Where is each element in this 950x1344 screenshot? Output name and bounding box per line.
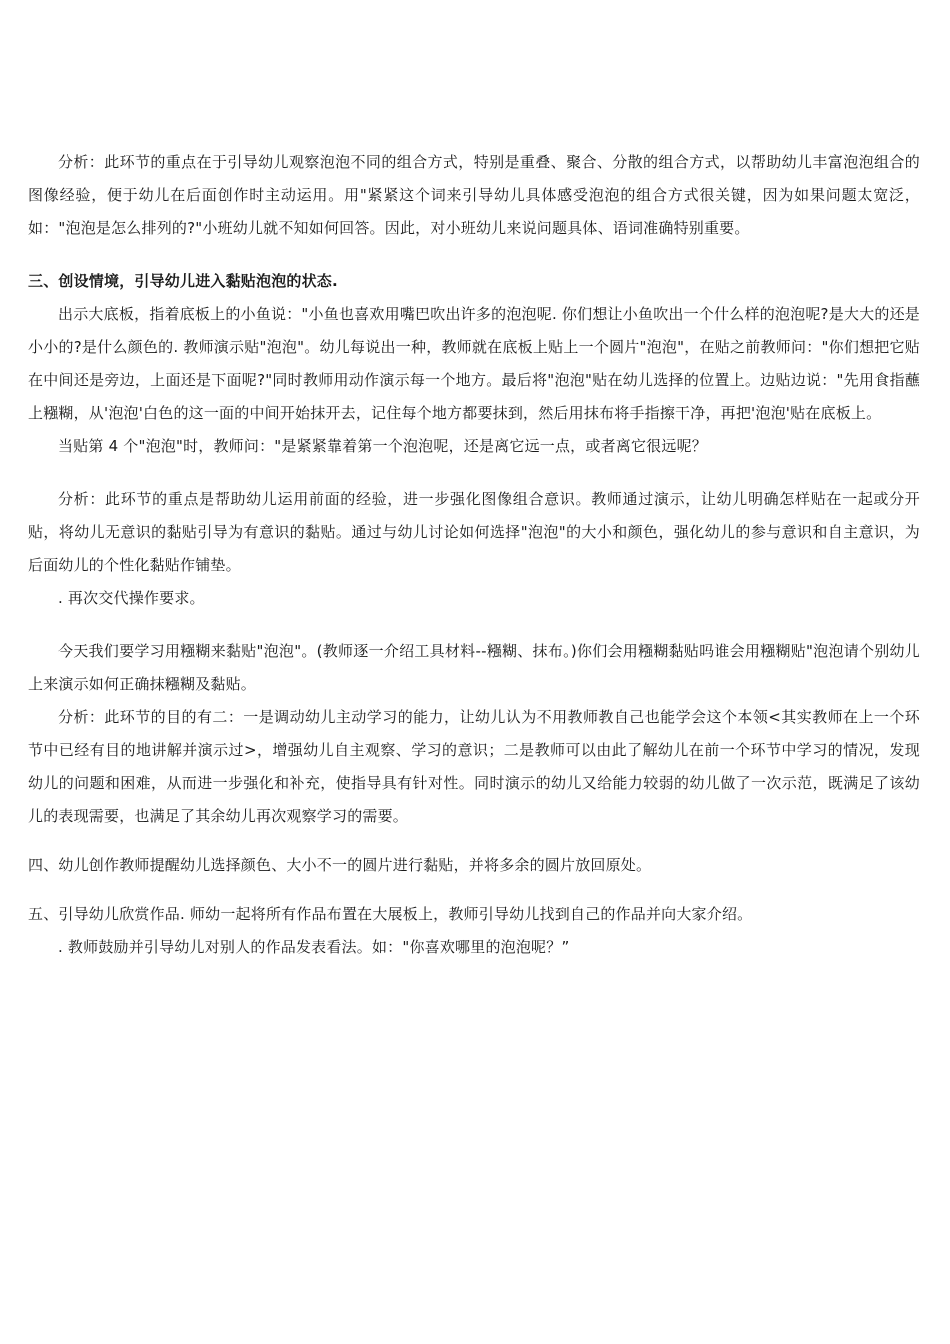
analysis-paragraph-2: 分析：此环节的重点是帮助幼儿运用前面的经验，进一步强化图像组合意识。教师通过演示，让幼儿明确怎样贴在一起或分开贴，将幼儿无意识的黏贴引导为有意识的黏贴。通过与幼儿讨论如何选择"泡泡"的大小和颜色，强化幼儿的参与意识和自主意识，为后面幼儿的个性化黏贴作铺垫。	[28, 490, 920, 574]
section-heading-5: 五、引导幼儿欣赏作品. 师幼一起将所有作品布置在大展板上，教师引导幼儿找到自己的作品并向大家介绍。	[28, 905, 753, 923]
analysis-paragraph-1: 分析：此环节的重点在于引导幼儿观察泡泡不同的组合方式，特别是重叠、聚合、分散的组合方式，以帮助幼儿丰富泡泡组合的图像经验，便于幼儿在后面创作时主动运用。用"紧紧这个词来引导幼儿具体感受泡泡的组合方式很关键，因为如果问题太宽泛，如："泡泡是怎么排列的?"小班幼儿就不知如何回答。因此，对小班幼儿来说问题具体、语词准确特别重要。	[28, 153, 920, 237]
section-heading-3: 三、创设情境，引导幼儿进入黏贴泡泡的状态.	[28, 272, 338, 290]
instruction-line: . 再次交代操作要求。	[58, 589, 205, 607]
section-heading-4: 四、幼儿创作教师提醒幼儿选择颜色、大小不一的圆片进行黏贴，并将多余的圆片放回原处。	[28, 856, 652, 874]
procedure-paragraph-3: 今天我们要学习用糨糊来黏贴"泡泡"。(教师逐一介绍工具材料--糨糊、抹布。)你们会用糨糊黏贴吗谁会用糨糊贴"泡泡请个别幼儿上来演示如何正确抹糨糊及黏贴。	[28, 642, 920, 693]
document-body	[28, 146, 920, 964]
procedure-paragraph-2: 当贴第 4 个"泡泡"时，教师问："是紧紧靠着第一个泡泡呢，还是离它远一点，或者离它很远呢？	[58, 437, 707, 455]
closing-line: . 教师鼓励并引导幼儿对别人的作品发表看法。如："你喜欢哪里的泡泡呢？”	[58, 938, 570, 956]
procedure-paragraph-1: 出示大底板，指着底板上的小鱼说："小鱼也喜欢用嘴巴吹出许多的泡泡呢. 你们想让小鱼吹出一个什么样的泡泡呢?是大大的还是小小的?是什么颜色的. 教师演示贴"泡泡"。幼儿每说出一种，教师就在底板上贴上一个圆片"泡泡"，在贴之前教师问："你们想把它贴在中间还是旁边，上面还是下面呢?"同时教师用动作演示每一个地方。最后将"泡泡"贴在幼儿选择的位置上。边贴边说："先用食指蘸上糨糊，从'泡泡'白色的这一面的中间开始抹开去，记住每个地方都要抹到，然后用抹布将手指擦干净，再把'泡泡'贴在底板上。	[28, 305, 920, 422]
analysis-paragraph-3: 分析：此环节的目的有二：一是调动幼儿主动学习的能力，让幼儿认为不用教师教自己也能学会这个本领<其实教师在上一个环节中已经有目的地讲解并演示过>，增强幼儿自主观察、学习的意识；二是教师可以由此了解幼儿在前一个环节中学习的情况，发现幼儿的问题和困难，从而进一步强化和补充，使指导具有针对性。同时演示的幼儿又给能力较弱的幼儿做了一次示范，既满足了该幼儿的表现需要，也满足了其余幼儿再次观察学习的需要。	[28, 708, 920, 825]
